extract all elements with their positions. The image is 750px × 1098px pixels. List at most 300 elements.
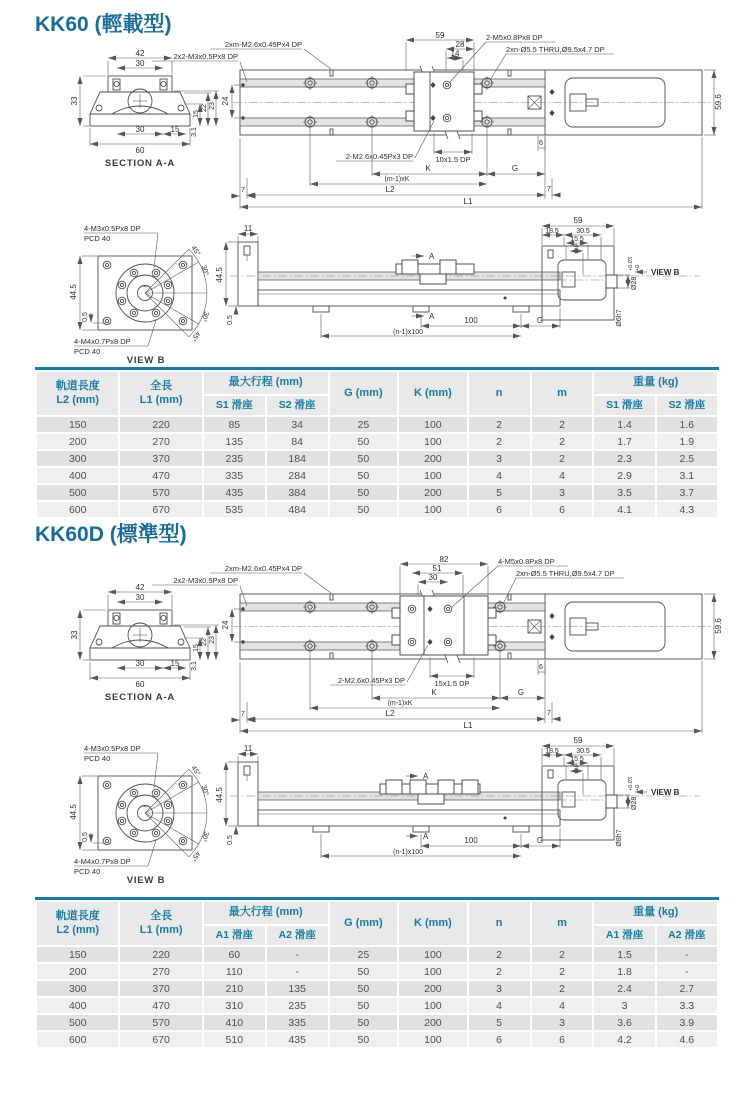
table-cell: 300 [37,981,118,996]
table-row [37,1032,717,1047]
table-cell: 1.5 [594,947,654,962]
dim-label: L1 [463,197,473,206]
thread-note: 2xn-Ø5.5 THRU,Ø9.5x4.7 DP [506,45,605,54]
table-cell: 2.9 [594,468,654,483]
table-cell: 270 [120,964,201,979]
table-cell: 110 [204,964,265,979]
kk60d-spec-table-body [37,947,717,1047]
table-cell: 210 [204,981,265,996]
dim-label: L2 [385,709,395,718]
kk60-spec-table [35,367,719,519]
col-stroke-s2: S2 滑座 [267,396,328,415]
table-cell: 470 [120,468,201,483]
table-cell: 2 [469,417,530,432]
table-cell: 100 [399,998,467,1013]
table-cell: 2 [532,964,593,979]
table-cell: 310 [204,998,265,1013]
thread-note: 2x2-M3x0.5Px8 DP [173,52,238,61]
table-cell: 100 [399,502,467,517]
table-cell: 500 [37,485,118,500]
dim-label: 0.5 [227,315,234,325]
col-k: K (mm) [399,372,467,415]
kk60-technical-drawing [0,28,750,366]
spec-header-row-1 [37,372,717,394]
view-b-caption: VIEW B [126,355,166,366]
dim-label: 15 [193,644,200,652]
dim-label: 7 [547,710,551,717]
tolerance-label: +0 [635,264,641,271]
table-cell: 200 [37,434,118,449]
dim-label: 44.5 [215,787,224,803]
table-cell: 50 [330,451,398,466]
table-cell: 435 [267,1032,328,1047]
table-cell: 600 [37,502,118,517]
table-cell: 3 [594,998,654,1013]
table-cell: 2 [532,451,593,466]
section-mark-label: A [423,772,429,781]
tolerance-label: +0.03 [628,777,634,791]
dim-label: 0.5 [82,832,89,842]
table-cell: 100 [399,417,467,432]
dim-label: 28 [455,40,465,49]
table-row [37,485,717,500]
dim-label: 82 [439,555,449,564]
table-cell: 2.5 [657,451,717,466]
dim-label: 23 [209,636,216,644]
dim-label: 59.6 [714,94,723,110]
dim-label: 22 [201,104,208,112]
dim-label: 18.5 [545,228,559,235]
table-cell: 50 [330,468,398,483]
thread-note: 2xn-Ø5.5 THRU,Ø9.5x4.7 DP [516,569,615,578]
table-cell: 50 [330,1032,398,1047]
dim-label: 18.5 [545,748,559,755]
dim-label: 11 [243,744,253,753]
dim-label: (n-1)x100 [393,329,423,336]
pitch-note: 10x1.5 DP [435,155,471,164]
kk60-section-aa-view [70,49,219,169]
dim-label: 0.5 [227,835,234,845]
table-cell: 1.8 [594,964,654,979]
dim-label: 30 [135,593,145,602]
table-cell: 3 [469,981,530,996]
dim-label: G [536,316,544,325]
table-cell: 25 [330,417,398,432]
col-max-stroke: 最大行程 (mm) [204,372,328,394]
dim-label: 3.1 [191,127,198,137]
col-rail-length-sym: L2 (mm) [56,393,100,406]
view-b-pointer-label: VIEW B [651,788,680,797]
thread-note: 2-M5x0.8Px8 DP [486,33,543,42]
table-row [37,964,717,979]
thread-note: 2xm-M2.6x0.45Px4 DP [224,564,302,573]
dim-label: K [425,164,431,173]
table-cell: 220 [120,947,201,962]
table-cell: 400 [37,468,118,483]
table-cell: 6 [532,502,593,517]
col-max-stroke: 最大行程 (mm) [204,902,328,924]
dim-label: 51 [432,564,442,573]
table-cell: 335 [204,468,265,483]
col-g: G (mm) [330,372,398,415]
table-cell: 5 [469,485,530,500]
table-cell: 1.6 [657,417,717,432]
angle-label: 45° [189,849,202,863]
dim-label: 59.6 [714,618,723,634]
table-cell: 100 [399,434,467,449]
table-cell: 220 [120,417,201,432]
angle-label: 45° [189,244,202,258]
thread-note: PCD 40 [84,754,111,763]
table-cell: - [267,947,328,962]
col-g: G (mm) [330,902,398,945]
table-cell: 3.1 [657,468,717,483]
table-cell: 150 [37,947,118,962]
carriage-block [400,596,488,655]
table-cell: 3 [469,451,530,466]
table-cell: 370 [120,981,201,996]
section-mark-label: A [429,312,435,321]
dim-label: 9 [574,764,578,771]
col-total-length-cn: 全長 [150,379,173,392]
col-total-length-sym: L1 (mm) [139,923,183,936]
table-cell: 200 [399,1015,467,1030]
col-weight-a1: A1 滑座 [594,926,654,945]
table-cell: 84 [267,434,328,449]
dim-label: 24 [221,96,230,106]
section-mark-label: A [429,252,435,261]
view-b-pointer-label: VIEW B [651,268,680,277]
table-cell: 384 [267,485,328,500]
col-total-length [120,902,201,945]
dim-label: 7 [547,186,551,193]
dim-label: 30.5 [576,748,590,755]
table-cell: 3.6 [594,1015,654,1030]
dim-label: 59 [573,736,583,745]
col-weight: 重量 (kg) [594,902,717,924]
col-total-length [120,372,201,415]
angle-label: 30° [199,830,210,843]
table-cell: 4.6 [657,1032,717,1047]
thread-note: PCD 40 [84,234,111,243]
dim-label: 7 [241,711,245,718]
angle-label: 30° [199,264,210,277]
table-cell: 670 [120,1032,201,1047]
section-aa-caption: SECTION A-A [104,158,176,169]
table-cell: 535 [204,502,265,517]
table-cell: 2.3 [594,451,654,466]
dim-label: 100 [464,316,478,325]
shaft-dim-label: Ø8h7 [616,829,623,847]
section-mark-label: A [423,832,429,841]
table-row [37,417,717,432]
table-cell: 470 [120,998,201,1013]
dim-label: 44.5 [69,284,78,300]
thread-note: 2xm-M2.6x0.45Px4 DP [224,40,302,49]
table-cell: 50 [330,485,398,500]
table-row [37,947,717,962]
table-cell: 34 [267,417,328,432]
table-cell: 200 [399,981,467,996]
table-cell: 370 [120,451,201,466]
table-cell: 4.1 [594,502,654,517]
table-cell: 4 [469,998,530,1013]
dim-label: 60 [135,680,145,689]
table-cell: 270 [120,434,201,449]
section-aa-caption: SECTION A-A [104,692,176,703]
table-cell: 3.5 [594,485,654,500]
table-row [37,998,717,1013]
table-row [37,468,717,483]
table-cell: 200 [37,964,118,979]
table-cell: 570 [120,1015,201,1030]
table-cell: 6 [469,1032,530,1047]
thread-note: PCD 40 [74,347,101,356]
dim-label: 15.5 [570,236,584,243]
col-rail-length-sym: L2 (mm) [56,923,100,936]
dim-label: 59 [573,216,583,225]
angle-label: 30° [199,310,210,323]
dim-label: 42 [135,49,145,58]
kk60d-title: KK60D (標準型) [35,523,187,546]
dim-label: 6 [539,664,543,671]
thread-note: PCD 40 [74,867,101,876]
dim-label: 30 [135,659,145,668]
col-stroke-a2: A2 滑座 [267,926,328,945]
dim-label: L1 [463,721,473,730]
thread-note: 2x2-M3x0.5Px8 DP [173,576,238,585]
table-cell: 2 [469,964,530,979]
table-cell: 484 [267,502,328,517]
table-cell: 1.4 [594,417,654,432]
table-cell: 2.4 [594,981,654,996]
thread-note: 4-M4x0.7Px8 DP [74,857,131,866]
kk60d-spec-table [35,897,719,1049]
table-row [37,434,717,449]
dim-label: Ø28 [631,276,638,290]
table-cell: 100 [399,947,467,962]
table-cell: 500 [37,1015,118,1030]
table-cell: 4.3 [657,502,717,517]
dim-label: 3.1 [191,661,198,671]
kk60d-view-b [69,744,210,886]
dim-label: 9 [574,244,578,251]
dim-label: 15.5 [570,756,584,763]
table-cell: 670 [120,502,201,517]
thread-note: 4-M4x0.7Px8 DP [74,337,131,346]
table-cell: 3.3 [657,998,717,1013]
thread-note: 2-M2.6x0.45Px3 DP [345,152,413,161]
table-cell: 85 [204,417,265,432]
dim-label: 30.5 [576,228,590,235]
table-cell: 184 [267,451,328,466]
table-cell: 570 [120,485,201,500]
col-rail-length-cn: 軌道長度 [55,379,100,392]
table-cell: 1.9 [657,434,717,449]
table-cell: 50 [330,964,398,979]
col-weight-s1: S1 滑座 [594,396,654,415]
angle-label: 45° [189,329,202,343]
dim-label: (n-1)x100 [393,849,423,856]
col-n: n [469,372,530,415]
dim-label: 15 [170,125,180,134]
col-rail-length-cn: 軌道長度 [55,909,100,922]
kk60d-side-view [215,736,700,858]
table-row [37,1015,717,1030]
dim-label: G [517,688,525,697]
dim-label: 24 [221,620,230,630]
angle-label: 45° [189,764,202,778]
dim-label: 23 [209,102,216,110]
col-total-length-cn: 全長 [150,909,173,922]
shaft-dim-label: Ø6h7 [616,309,623,327]
dim-label: 6 [539,140,543,147]
col-rail-length [37,372,118,415]
table-cell: 235 [204,451,265,466]
col-weight-s2: S2 滑座 [657,396,717,415]
dim-label: 0.5 [82,312,89,322]
table-cell: 60 [204,947,265,962]
table-cell: 3.9 [657,1015,717,1030]
table-cell: 50 [330,502,398,517]
table-cell: 2 [469,434,530,449]
dim-label: 15 [170,659,180,668]
col-m: m [532,372,593,415]
kk60d-technical-drawing [0,540,750,895]
kk60-title: KK60 (輕載型) [35,13,172,36]
kk60-view-b [69,224,210,366]
dim-label: 15 [193,110,200,118]
kk60-plan-view [152,31,723,209]
col-rail-length [37,902,118,945]
col-k: K (mm) [399,902,467,945]
table-cell: 100 [399,964,467,979]
table-row [37,451,717,466]
table-cell: 50 [330,981,398,996]
dim-label: 59 [435,31,445,40]
spec-header-row-1 [37,902,717,924]
dim-label: 30 [135,59,145,68]
table-cell: 4 [532,998,593,1013]
thread-note: 4-M3x0.5Px8 DP [84,744,141,753]
dim-label: 22 [201,638,208,646]
table-cell: 200 [399,485,467,500]
table-cell: 2 [532,417,593,432]
table-cell: 6 [532,1032,593,1047]
table-cell: 25 [330,947,398,962]
table-cell: - [657,947,717,962]
dim-label: 33 [70,630,79,640]
table-cell: 335 [267,1015,328,1030]
table-cell: 4.2 [594,1032,654,1047]
table-cell: 135 [267,981,328,996]
dim-label: (m-1)xK [387,700,413,707]
kk60d-plan-view [152,555,723,733]
table-cell: 435 [204,485,265,500]
table-cell: 2 [532,981,593,996]
table-cell: 2 [532,434,593,449]
col-n: n [469,902,530,945]
dim-label: 30 [135,125,145,134]
table-row [37,981,717,996]
col-weight-a2: A2 滑座 [657,926,717,945]
dim-label: 11 [243,224,253,233]
col-weight: 重量 (kg) [594,372,717,394]
thread-note: 4-M3x0.5Px8 DP [84,224,141,233]
dim-label: 7 [241,187,245,194]
carriage-block [414,72,474,131]
dim-label: G [511,164,519,173]
table-cell: 300 [37,451,118,466]
dim-label: 30 [428,573,438,582]
view-b-caption: VIEW B [126,875,166,886]
table-cell: 150 [37,417,118,432]
table-cell: 50 [330,998,398,1013]
table-cell: 3 [532,1015,593,1030]
table-cell: 200 [399,451,467,466]
table-cell: 3.7 [657,485,717,500]
table-cell: 2.7 [657,981,717,996]
kk60d-section-aa-view [70,583,219,703]
tolerance-label: +0.03 [628,257,634,271]
table-cell: 6 [469,502,530,517]
table-cell: 50 [330,1015,398,1030]
table-cell: 100 [399,1032,467,1047]
dim-label: 33 [70,96,79,106]
table-cell: 400 [37,998,118,1013]
dim-label: K [431,688,437,697]
table-cell: 1.7 [594,434,654,449]
kk60-spec-table-body [37,417,717,517]
dim-label: 42 [135,583,145,592]
table-cell: 4 [532,468,593,483]
col-m: m [532,902,593,945]
table-cell: 135 [204,434,265,449]
table-cell: 50 [330,434,398,449]
dim-label: G [536,836,544,845]
table-row [37,502,717,517]
table-cell: - [657,964,717,979]
table-cell: 510 [204,1032,265,1047]
table-cell: 284 [267,468,328,483]
dim-label: L2 [385,185,395,194]
tolerance-label: +0 [635,784,641,791]
col-stroke-s1: S1 滑座 [204,396,265,415]
thread-note: 2-M2.6x0.45Px3 DP [337,676,405,685]
pitch-note: 15x1.5 DP [434,679,470,688]
dim-label: 60 [135,146,145,155]
table-cell: 5 [469,1015,530,1030]
table-cell: 100 [399,468,467,483]
kk60-side-view [215,216,700,338]
dim-label: 44.5 [215,267,224,283]
thread-note: 4-M5x0.8Px8 DP [498,557,555,566]
table-cell: 4 [469,468,530,483]
table-cell: 235 [267,998,328,1013]
dim-label: 100 [464,836,478,845]
table-cell: - [267,964,328,979]
table-cell: 2 [532,947,593,962]
table-cell: 600 [37,1032,118,1047]
col-stroke-a1: A1 滑座 [204,926,265,945]
dim-label: 44.5 [69,804,78,820]
table-cell: 410 [204,1015,265,1030]
col-total-length-sym: L1 (mm) [139,393,183,406]
dim-label: 14 [450,49,460,58]
angle-label: 30° [199,784,210,797]
dim-label: (m-1)xK [384,176,410,183]
table-cell: 3 [532,485,593,500]
